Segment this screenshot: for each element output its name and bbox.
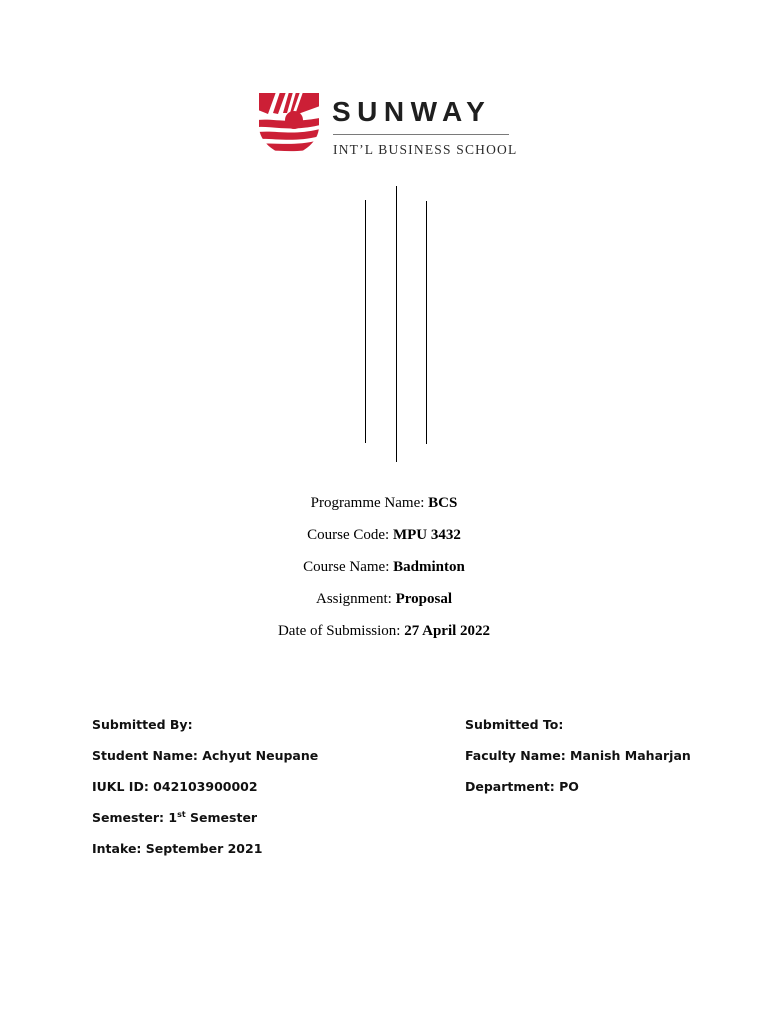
decorative-vertical-line-2 [396, 186, 397, 462]
faculty-name: Faculty Name: Manish Maharjan [465, 748, 691, 763]
logo-tagline: INT’L BUSINESS SCHOOL [333, 142, 518, 157]
department: Department: PO [465, 779, 579, 794]
sunway-logo [258, 92, 518, 160]
programme-name-value: BCS [428, 495, 458, 511]
programme-name-line: Programme Name: BCS [310, 495, 458, 511]
submitted-to-heading: Submitted To: [465, 717, 564, 732]
sunway-sun-shield-icon [258, 92, 320, 158]
submitted-by-section [92, 716, 318, 871]
course-name-line: Course Name: Badminton [303, 559, 465, 575]
decorative-vertical-line-3 [426, 201, 427, 444]
logo-wordmark: SUNWAY [332, 96, 492, 127]
course-code-value: MPU 3432 [392, 527, 461, 543]
intake: Intake: September 2021 [92, 841, 263, 856]
semester: Semester: 1st Semester [92, 809, 258, 825]
assignment-value: Proposal [395, 591, 452, 607]
submission-date-line: Date of Submission: 27 April 2022 [277, 623, 491, 639]
submitted-by-heading: Submitted By: [92, 717, 193, 732]
submitted-to-section [465, 716, 691, 809]
iukl-id: IUKL ID: 042103900002 [92, 779, 258, 794]
course-code-line: Course Code: MPU 3432 [307, 527, 461, 543]
student-name: Student Name: Achyut Neupane [92, 748, 319, 763]
decorative-vertical-line-1 [365, 200, 366, 443]
course-name-value: Badminton [393, 559, 465, 575]
assignment-details [0, 493, 768, 653]
assignment-line: Assignment: Proposal [316, 591, 452, 607]
logo-divider [333, 134, 509, 135]
submission-date-value: 27 April 2022 [404, 623, 491, 639]
